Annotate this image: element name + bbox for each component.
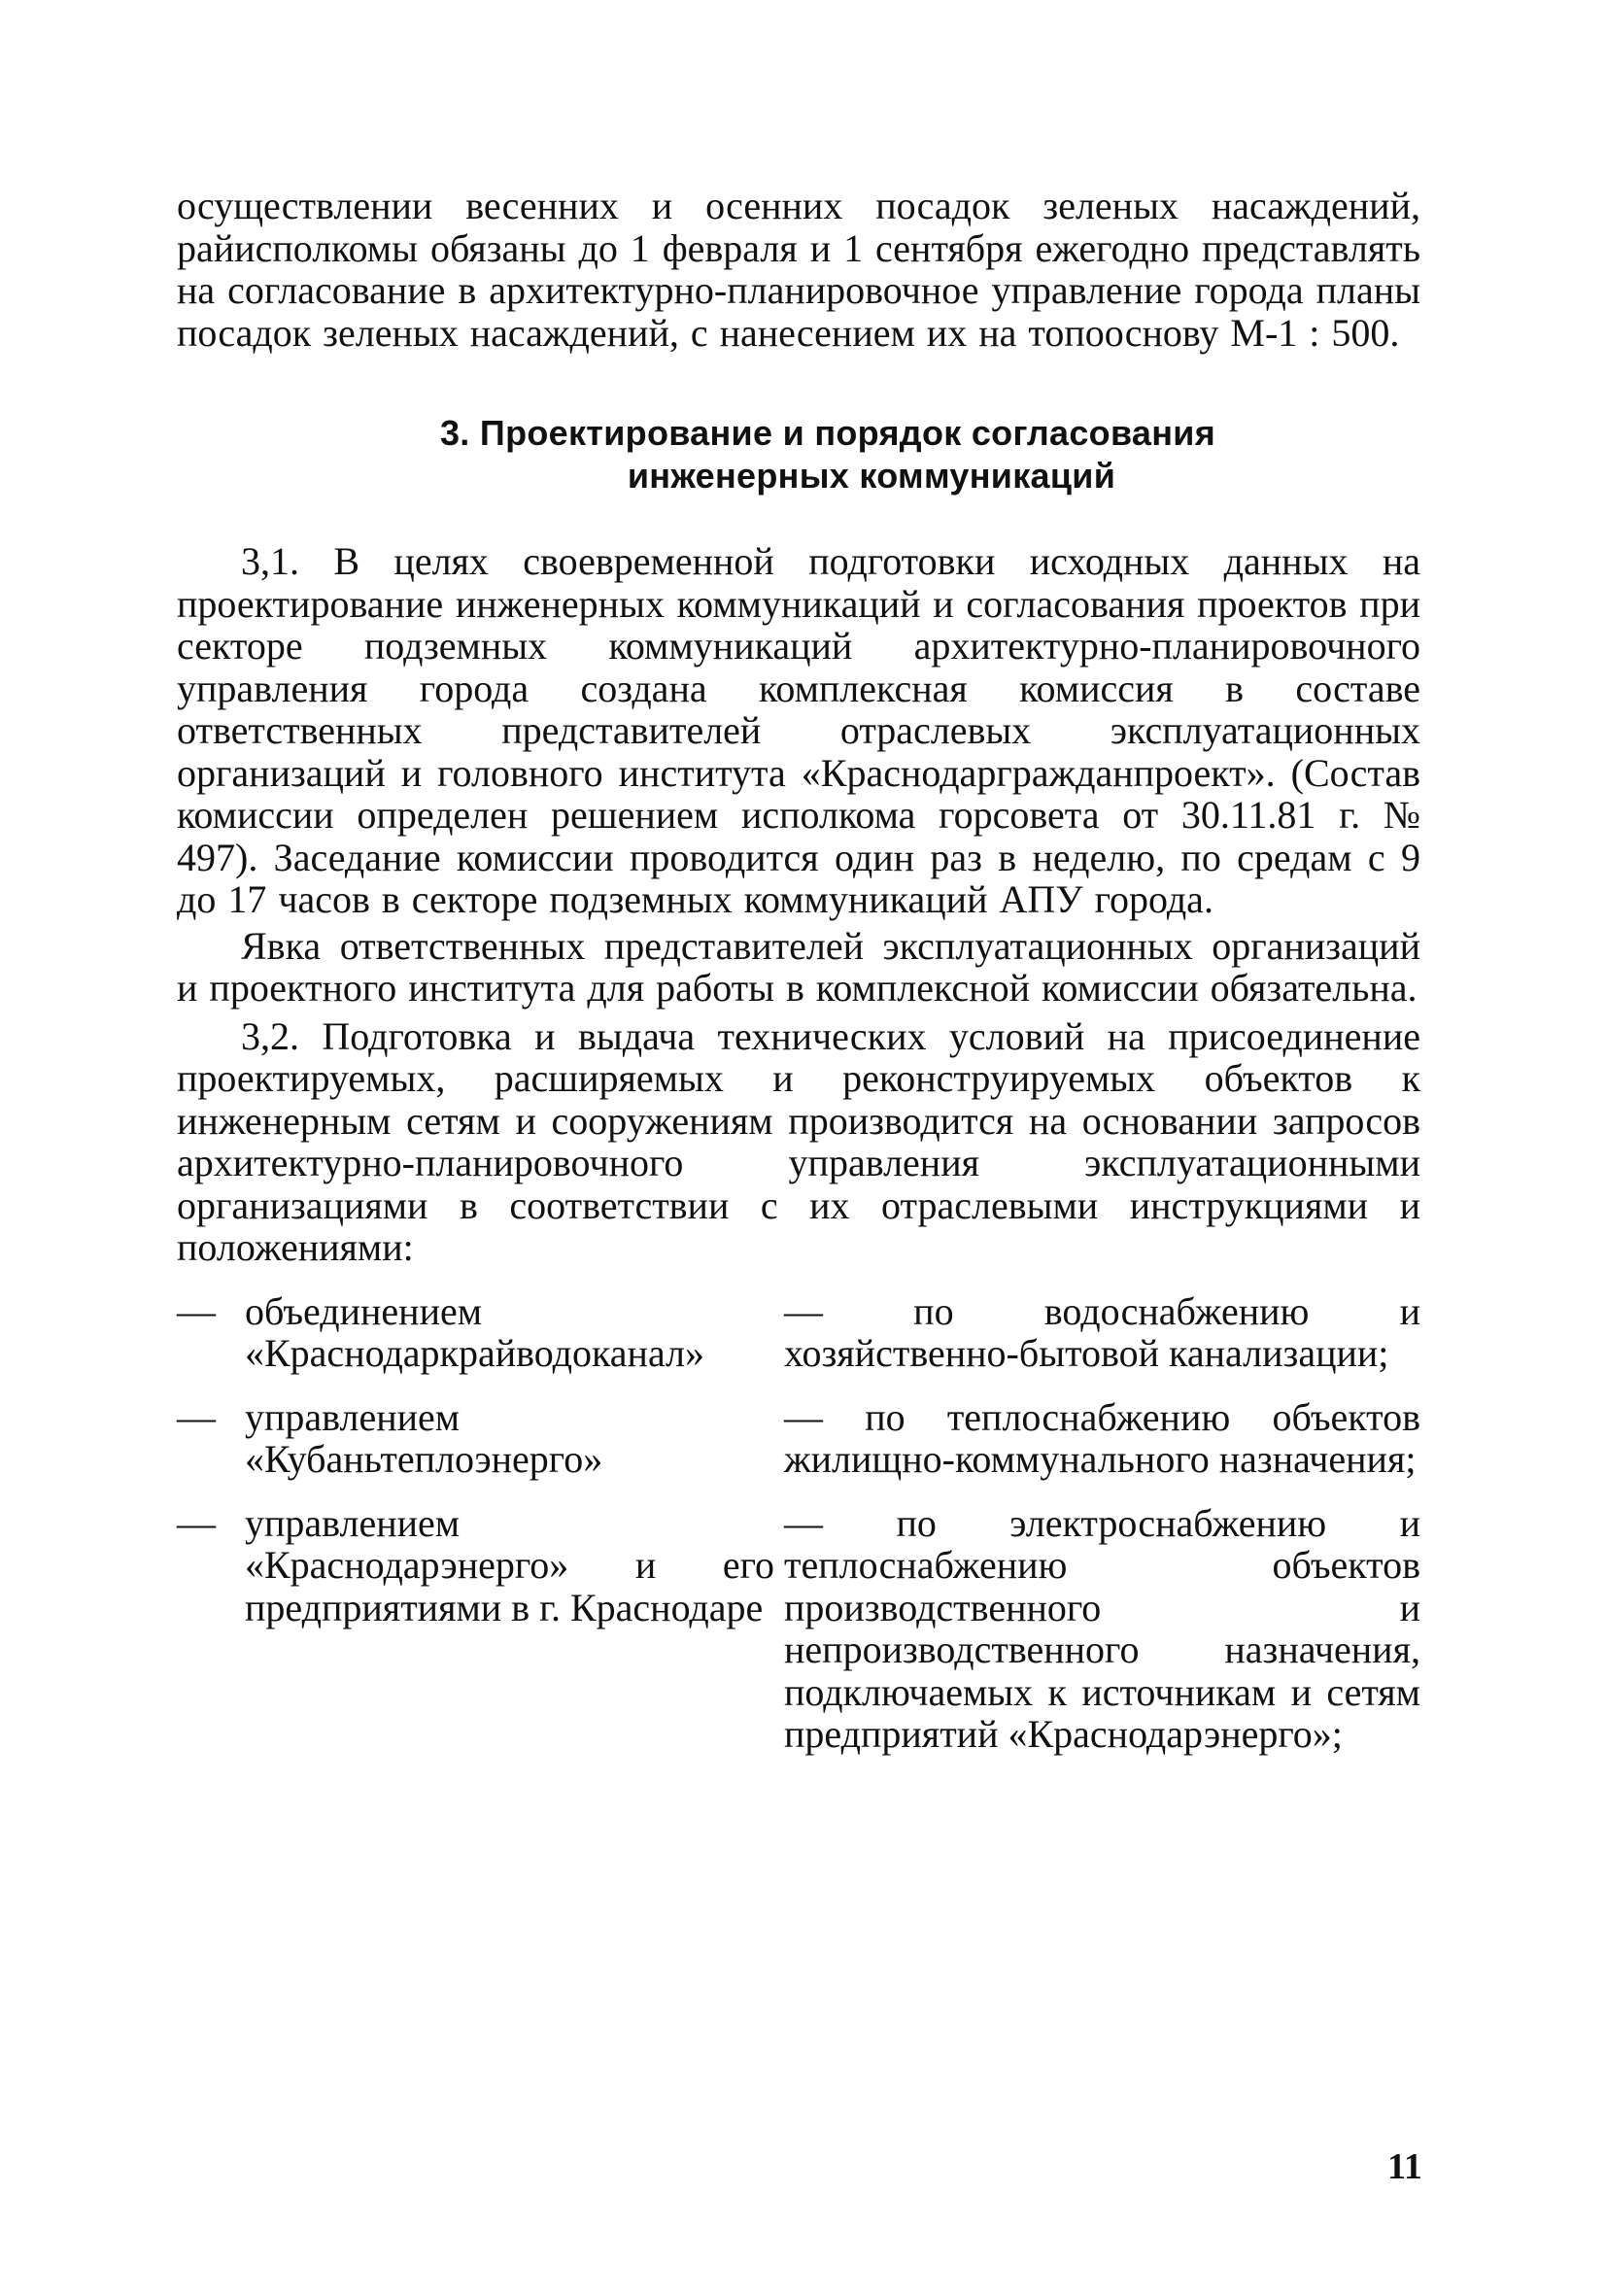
list-item-organization: управлением «Кубаньтеплоэнерго»	[245, 1394, 603, 1481]
list-item-responsibility: — по теплоснабжению объектов жилищно-коммунального назначения;	[784, 1394, 1420, 1481]
list-dash: —	[177, 1288, 216, 1333]
paragraph-3-2: 3,2. Подготовка и выдача технических условий на присоединение проектируемых, расширяемых и реконструируемых объектов к инженерным сетям и сооружениям производится на основании запросов архитектурно-планировочного управления эксплуатационными организациями в соответствии с их отраслевыми инструкциями и положениями:	[177, 1013, 1420, 1269]
list-item	[177, 1396, 1420, 1481]
paragraph-attendance: Явка ответственных представителей эксплуатационных организаций и проектного института для работы в комплексной комиссии обязательна.	[177, 923, 1420, 1010]
intro-paragraph: осуществлении весенних и осенних посадок зеленых насаждений, райисполкомы обязаны до 1 февраля и 1 сентября ежегодно представлять на согласование в архитектурно-планировочное управление города планы посадок зеленых насаждений, с нанесением их на топооснову М-1 : 500.	[177, 184, 1420, 355]
list-item	[177, 1502, 1420, 1756]
list-dash: —	[177, 1500, 216, 1545]
section-heading-line-2: инженерных коммуникаций	[627, 456, 1116, 496]
paragraph-3-1: 3,1. В целях своевременной подготовки исходных данных на проектирование инженерных коммуникаций и согласования проектов при секторе подземных коммуникаций архитектурно-планировочного управления города создана комплексная комиссия в составе ответственных представителей отраслевых эксплуатационных организаций и головного института «Краснодаргражданпроект». (Состав комиссии определен решением исполкома горсовета от 30.11.81 г. № 497). Заседание комиссии проводится один раз в неделю, по средам с 9 до 17 часов в секторе подземных коммуникаций АПУ города.	[177, 539, 1420, 921]
list-item-responsibility: — по водоснабжению и хозяйственно-бытовой канализации;	[784, 1288, 1420, 1375]
list-item-organization: управлением «Краснодарэнерго» и его предприятиями в г. Краснодаре	[245, 1500, 774, 1629]
list-item-left	[177, 1502, 784, 1629]
list-item-organization: объединением «Краснодаркрайводоканал»	[245, 1288, 705, 1375]
list-item-left	[177, 1290, 784, 1375]
page-number: 11	[1387, 2146, 1422, 2187]
list-item-responsibility: — по электроснабжению и теплоснабжению объектов производственного и непроизводственного назначения, подключаемых к источникам и сетям предприятий «Краснодарэнерго»;	[784, 1500, 1420, 1756]
section-heading-line-1: 3. Проектирование и порядок согласования	[439, 413, 1216, 453]
section-heading	[177, 412, 1420, 497]
responsibility-list	[177, 1290, 1420, 1756]
text-column	[177, 185, 1420, 1777]
list-dash: —	[177, 1394, 216, 1439]
list-item	[177, 1290, 1420, 1375]
list-item-left	[177, 1396, 784, 1481]
